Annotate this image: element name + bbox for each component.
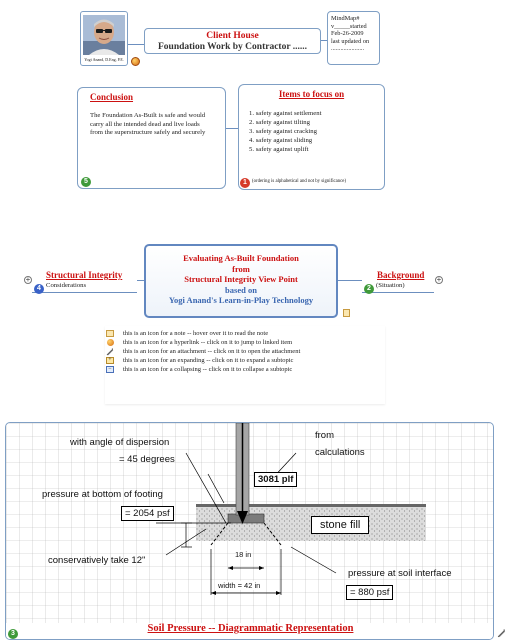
items-focus-node[interactable] — [238, 84, 385, 190]
label-stone-fill: stone fill — [311, 516, 369, 534]
attachment-icon[interactable] — [497, 629, 506, 638]
central-line5: Yogi Anand's Learn-in-Play Technology — [168, 295, 314, 305]
items-title: Items to focus on — [278, 89, 345, 99]
hyperlink-icon — [107, 339, 114, 346]
conclusion-node[interactable] — [77, 87, 226, 189]
expand-icon: + — [106, 357, 114, 364]
label-pressure-bottom: pressure at bottom of footing — [42, 489, 163, 500]
conclusion-body: The Foundation As-Built is safe and would carry all the intended dead and live loads from the superstructure safely and securely — [90, 112, 206, 136]
note-icon — [106, 330, 114, 337]
soil-pressure-diagram — [6, 423, 494, 640]
note-icon[interactable] — [343, 309, 350, 317]
background-expand-icon[interactable]: + — [436, 275, 442, 284]
connector-center-background — [338, 280, 362, 281]
structural-badge: 4 — [34, 284, 44, 294]
label-calculations: calculations — [315, 447, 365, 458]
item-uplift: 5. safety against uplift — [249, 146, 309, 153]
icon-legend — [105, 326, 385, 404]
label-conservative: conservatively take 12" — [48, 555, 146, 566]
mindmap-dots: ..................... — [331, 45, 365, 53]
mindmap-number: MindMap# — [331, 15, 360, 22]
mindmap-date: Feb-26-2009 — [331, 30, 364, 38]
soil-pressure-diagram-node[interactable] — [5, 422, 494, 640]
legend-text-expand: this is an icon for an expanding -- click on it to expand a subtopic — [123, 357, 294, 364]
client-house-node[interactable] — [144, 28, 321, 54]
mindmap-started: v_____started — [331, 22, 367, 30]
legend-row-hyperlink — [105, 338, 385, 347]
central-line3: Structural Integrity View Point — [184, 274, 298, 284]
diagram-caption: Soil Pressure -- Diagrammatic Representation — [147, 623, 354, 634]
legend-row-collapse — [105, 365, 385, 374]
mindmap-updated: last updated on — [331, 37, 370, 45]
connector-photo-client — [128, 44, 144, 45]
hyperlink-icon[interactable] — [131, 57, 140, 66]
conclusion-title: Conclusion — [90, 92, 134, 102]
photo-caption: Yogi Anand, D.Eng, P.E. — [84, 57, 124, 62]
label-dispersion-1: with angle of dispersion — [70, 437, 170, 448]
items-list — [249, 109, 374, 154]
author-photo-card — [80, 11, 128, 66]
legend-row-note — [105, 329, 385, 338]
central-line1: Evaluating As-Built Foundation — [183, 253, 299, 263]
collapse-icon: − — [106, 366, 114, 373]
central-topic-node[interactable] — [144, 244, 338, 318]
legend-text-collapse: this is an icon for a collapsing -- click on it to collapse a subtopic — [123, 366, 293, 373]
background-badge: 2 — [364, 284, 374, 294]
label-width: width = 42 in — [218, 581, 261, 590]
structural-sub: Considerations — [46, 282, 87, 289]
connector-conclusion-items — [226, 128, 238, 129]
legend-text-note: this is an icon for a note -- hover over it to read the note — [123, 330, 269, 337]
client-subtitle: Foundation Work by Contractor ...... — [157, 42, 308, 52]
conclusion-badge: 5 — [81, 177, 91, 187]
attachment-icon — [106, 348, 114, 356]
label-dispersion-2: = 45 degrees — [119, 454, 175, 465]
client-title: Client House — [206, 31, 259, 41]
mindmap-info-node[interactable] — [327, 11, 380, 65]
label-from: from — [315, 430, 334, 441]
label-18-in: 18 in — [235, 550, 252, 559]
central-line4: based on — [225, 284, 257, 295]
item-sliding: 4. safety against sliding — [249, 137, 313, 144]
legend-text-hyperlink: this is an icon for a hyperlink -- click on it to jump to linked item — [123, 339, 293, 346]
author-photo — [83, 15, 125, 55]
item-settlement: 1. safety against settlement — [249, 110, 322, 117]
item-tilting: 2. safety against tilting — [249, 119, 310, 126]
items-note: (ordering is alphabetical and not by significance) — [252, 179, 347, 184]
central-line2: from — [232, 263, 250, 274]
diagram-badge: 3 — [8, 629, 18, 639]
label-soil-interface: pressure at soil interface — [348, 568, 452, 579]
structural-title: Structural Integrity — [46, 270, 123, 280]
background-title: Background — [377, 270, 425, 280]
legend-row-expand — [105, 356, 385, 365]
item-cracking: 3. safety against cracking — [249, 128, 317, 135]
structural-integrity-node[interactable] — [32, 269, 137, 293]
legend-text-attachment: this is an icon for an attachment -- click on it to open the attachment — [123, 348, 301, 355]
structural-expand-icon[interactable]: + — [25, 275, 31, 284]
label-pressure-value: = 2054 psf — [121, 506, 174, 521]
label-load: 3081 plf — [254, 472, 297, 487]
background-sub: (Situation) — [376, 282, 405, 289]
label-soil-value: = 880 psf — [346, 585, 393, 600]
legend-row-attachment — [105, 347, 385, 356]
items-badge: 1 — [240, 178, 250, 188]
